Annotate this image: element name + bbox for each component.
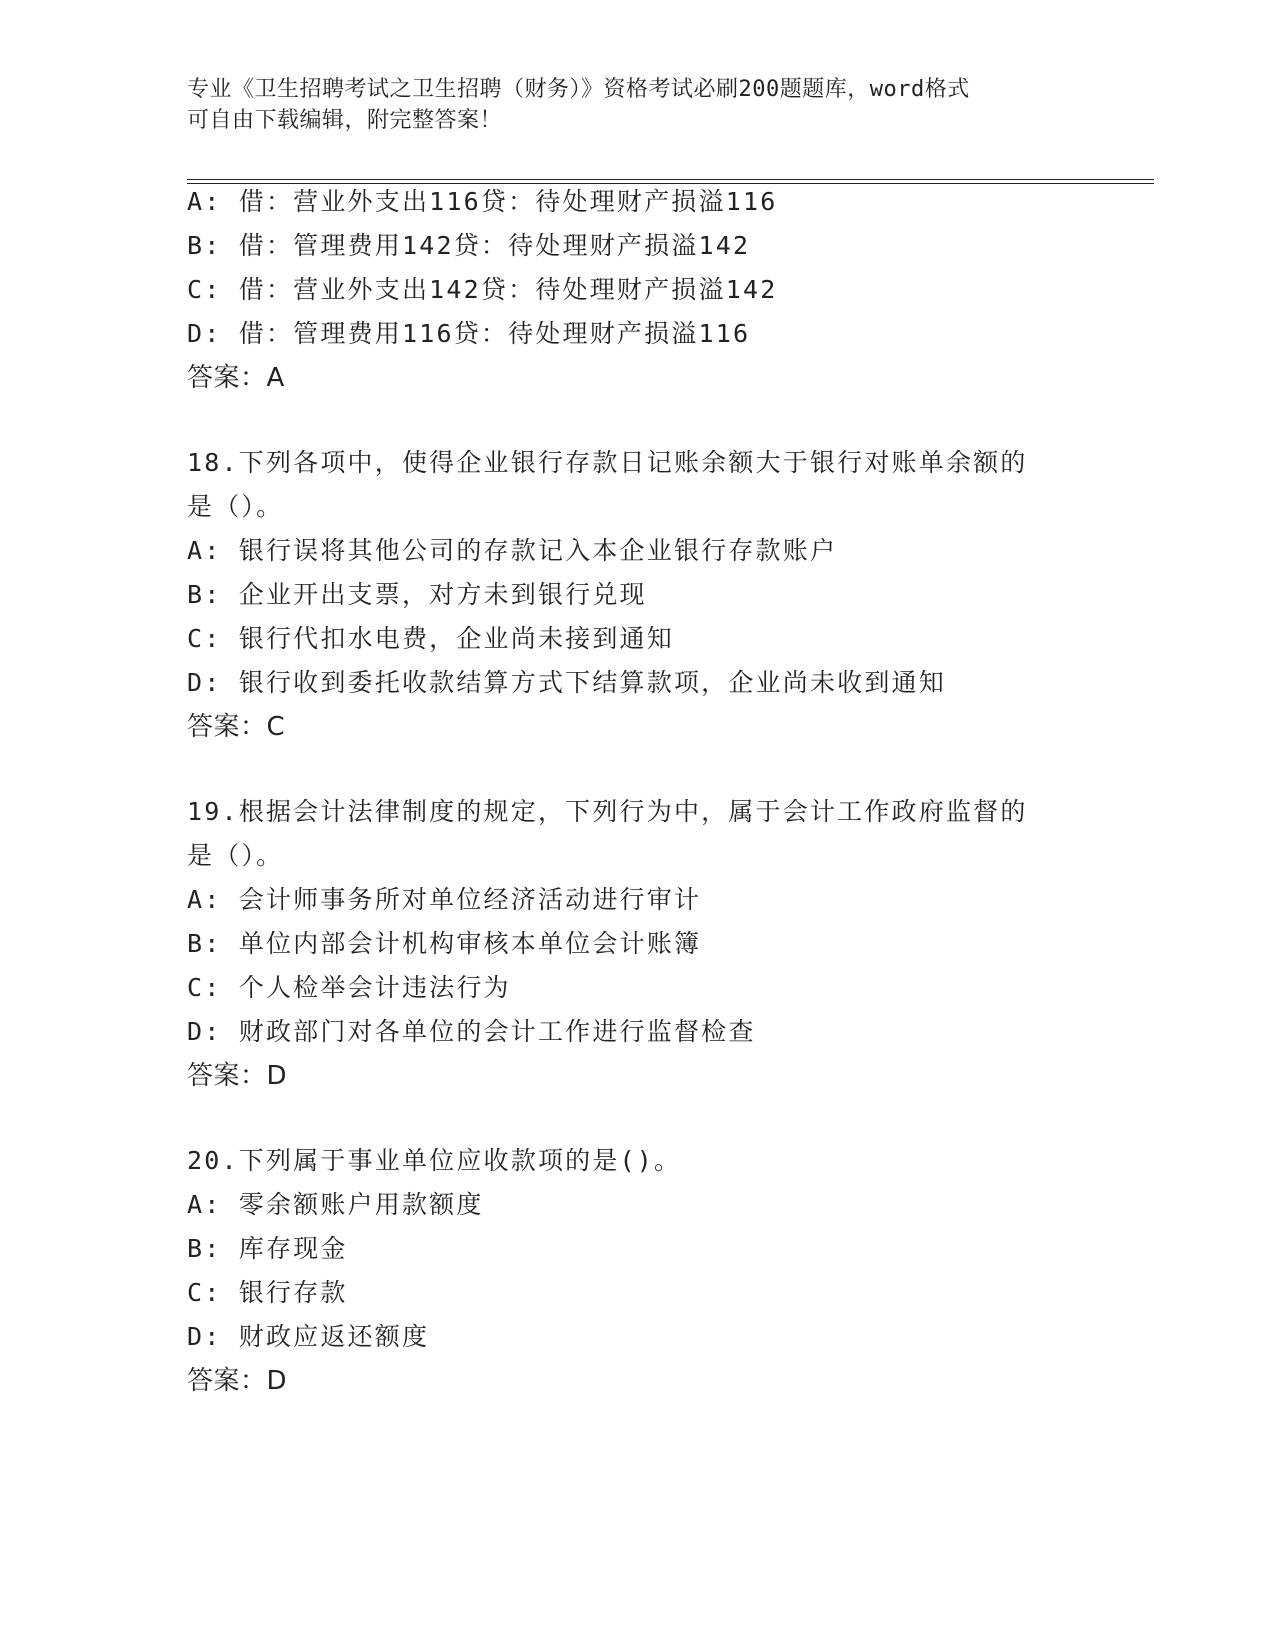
q19-option-d: D: 财政部门对各单位的会计工作进行监督检查: [187, 1017, 756, 1046]
header-line-1: 专业《卫生招聘考试之卫生招聘（财务）》资格考试必刷200题题库，word格式: [187, 77, 970, 102]
q18-option-a: A: 银行误将其他公司的存款记入本企业银行存款账户: [187, 536, 838, 565]
q20-option-b: B: 库存现金: [187, 1234, 348, 1263]
q17-option-d: D: 借：管理费用116贷：待处理财产损溢116: [187, 319, 751, 348]
q20-option-a: A: 零余额账户用款额度: [187, 1190, 484, 1219]
q19-stem-line-1: 19.根据会计法律制度的规定，下列行为中，属于会计工作政府监督的: [187, 797, 1028, 826]
q18-stem-line-2: 是（）。: [187, 492, 284, 521]
q18-option-d: D: 银行收到委托收款结算方式下结算款项，企业尚未收到通知: [187, 668, 946, 697]
q18-option-c: C: 银行代扣水电费，企业尚未接到通知: [187, 624, 674, 653]
q18-stem-line-1: 18.下列各项中，使得企业银行存款日记账余额大于银行对账单余额的: [187, 448, 1028, 477]
q18-answer: 答案：C: [187, 712, 286, 742]
q20-option-d: D: 财政应返还额度: [187, 1322, 430, 1351]
document-header: [187, 74, 1067, 136]
q17-option-a: A: 借：营业外支出116贷：待处理财产损溢116: [187, 187, 778, 216]
q20-answer: 答案：D: [187, 1366, 288, 1396]
q20-stem-line-1: 20.下列属于事业单位应收款项的是()。: [187, 1146, 682, 1175]
q18-option-b: B: 企业开出支票，对方未到银行兑现: [187, 580, 647, 609]
q17-answer: 答案：A: [187, 363, 285, 393]
q19-option-a: A: 会计师事务所对单位经济活动进行审计: [187, 885, 702, 914]
q17-option-b: B: 借：管理费用142贷：待处理财产损溢142: [187, 231, 751, 260]
q19-stem-line-2: 是（）。: [187, 841, 284, 870]
q19-option-b: B: 单位内部会计机构审核本单位会计账簿: [187, 929, 702, 958]
q19-answer: 答案：D: [187, 1061, 288, 1091]
header-divider-top: [187, 179, 1154, 180]
q19-option-c: C: 个人检举会计违法行为: [187, 973, 511, 1002]
q17-option-c: C: 借：营业外支出142贷：待处理财产损溢142: [187, 275, 778, 304]
q20-option-c: C: 银行存款: [187, 1278, 348, 1307]
header-line-2: 可自由下载编辑，附完整答案！: [187, 108, 503, 133]
